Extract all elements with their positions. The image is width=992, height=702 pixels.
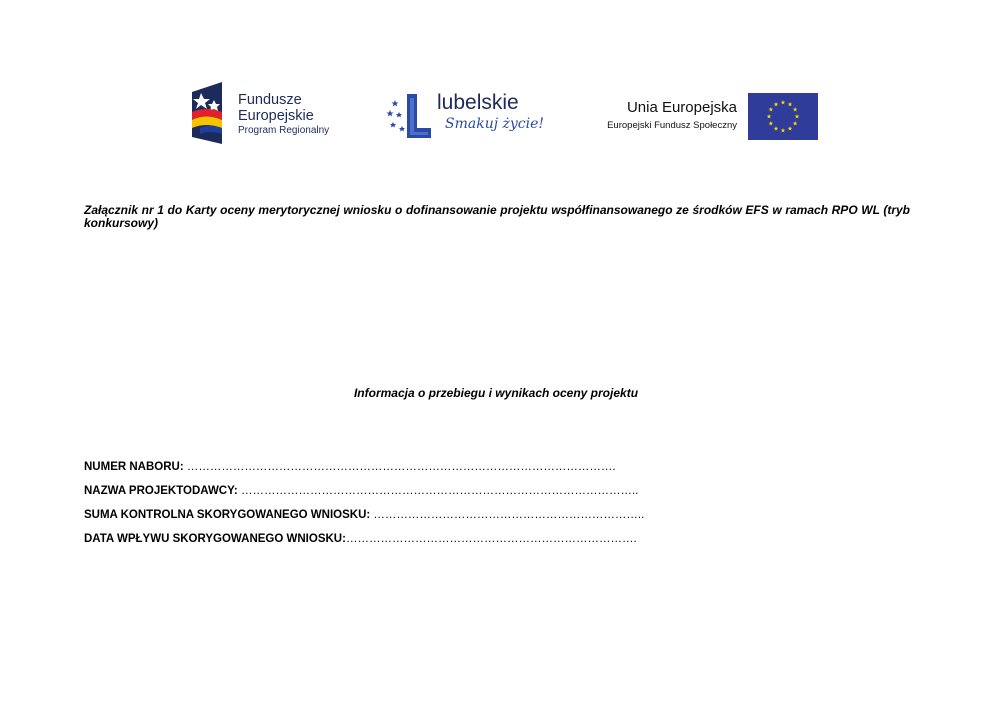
europejskie-label: Europejskie	[238, 107, 314, 124]
field-label: NAZWA PROJEKTODAWCY:	[84, 485, 238, 497]
unia-europejska-logo	[583, 93, 823, 143]
lubelskie-title: lubelskie	[437, 91, 519, 114]
field-label: NUMER NABORU:	[84, 461, 184, 473]
field-data-wplywu	[84, 533, 784, 557]
lubelskie-slogan: Smakuj życie!	[445, 116, 545, 132]
field-dots: ……………………………………………………………..	[370, 509, 645, 521]
eu-flag-icon	[748, 93, 818, 140]
lubelskie-icon	[385, 90, 435, 140]
fundusze-label: Fundusze	[238, 92, 302, 108]
fundusze-europejskie-logo	[190, 82, 350, 146]
field-numer-naboru	[84, 461, 784, 485]
section-title: Informacja o przebiegu i wynikach oceny projektu	[353, 386, 639, 400]
logo-bar	[190, 80, 820, 150]
field-nazwa-projektodawcy	[84, 485, 784, 509]
program-regionalny-label: Program Regionalny	[238, 125, 330, 136]
efs-subtitle: Europejski Fundusz Społeczny	[607, 120, 737, 131]
field-suma-kontrolna	[84, 509, 784, 533]
field-label: SUMA KONTROLNA SKORYGOWANEGO WNIOSKU:	[84, 509, 371, 521]
form-fields	[84, 461, 784, 557]
annex-heading: Załącznik nr 1 do Karty oceny merytorycznej wniosku o dofinansowanie projektu współfinansowanego ze środków EFS w ramach RPO WL (tryb konkursowy)	[84, 203, 910, 230]
field-dots: ………………………………………………………………….	[345, 533, 637, 545]
field-label: DATA WPŁYWU SKORYGOWANEGO WNIOSKU:	[84, 533, 346, 545]
field-dots: …………………………………………………………………………………………..	[237, 485, 639, 497]
unia-europejska-title: Unia Europejska	[626, 99, 737, 116]
field-dots: ………………………………………………………………………………………………….	[183, 461, 616, 473]
fundusze-europejskie-icon	[192, 82, 226, 144]
lubelskie-logo	[385, 90, 545, 146]
